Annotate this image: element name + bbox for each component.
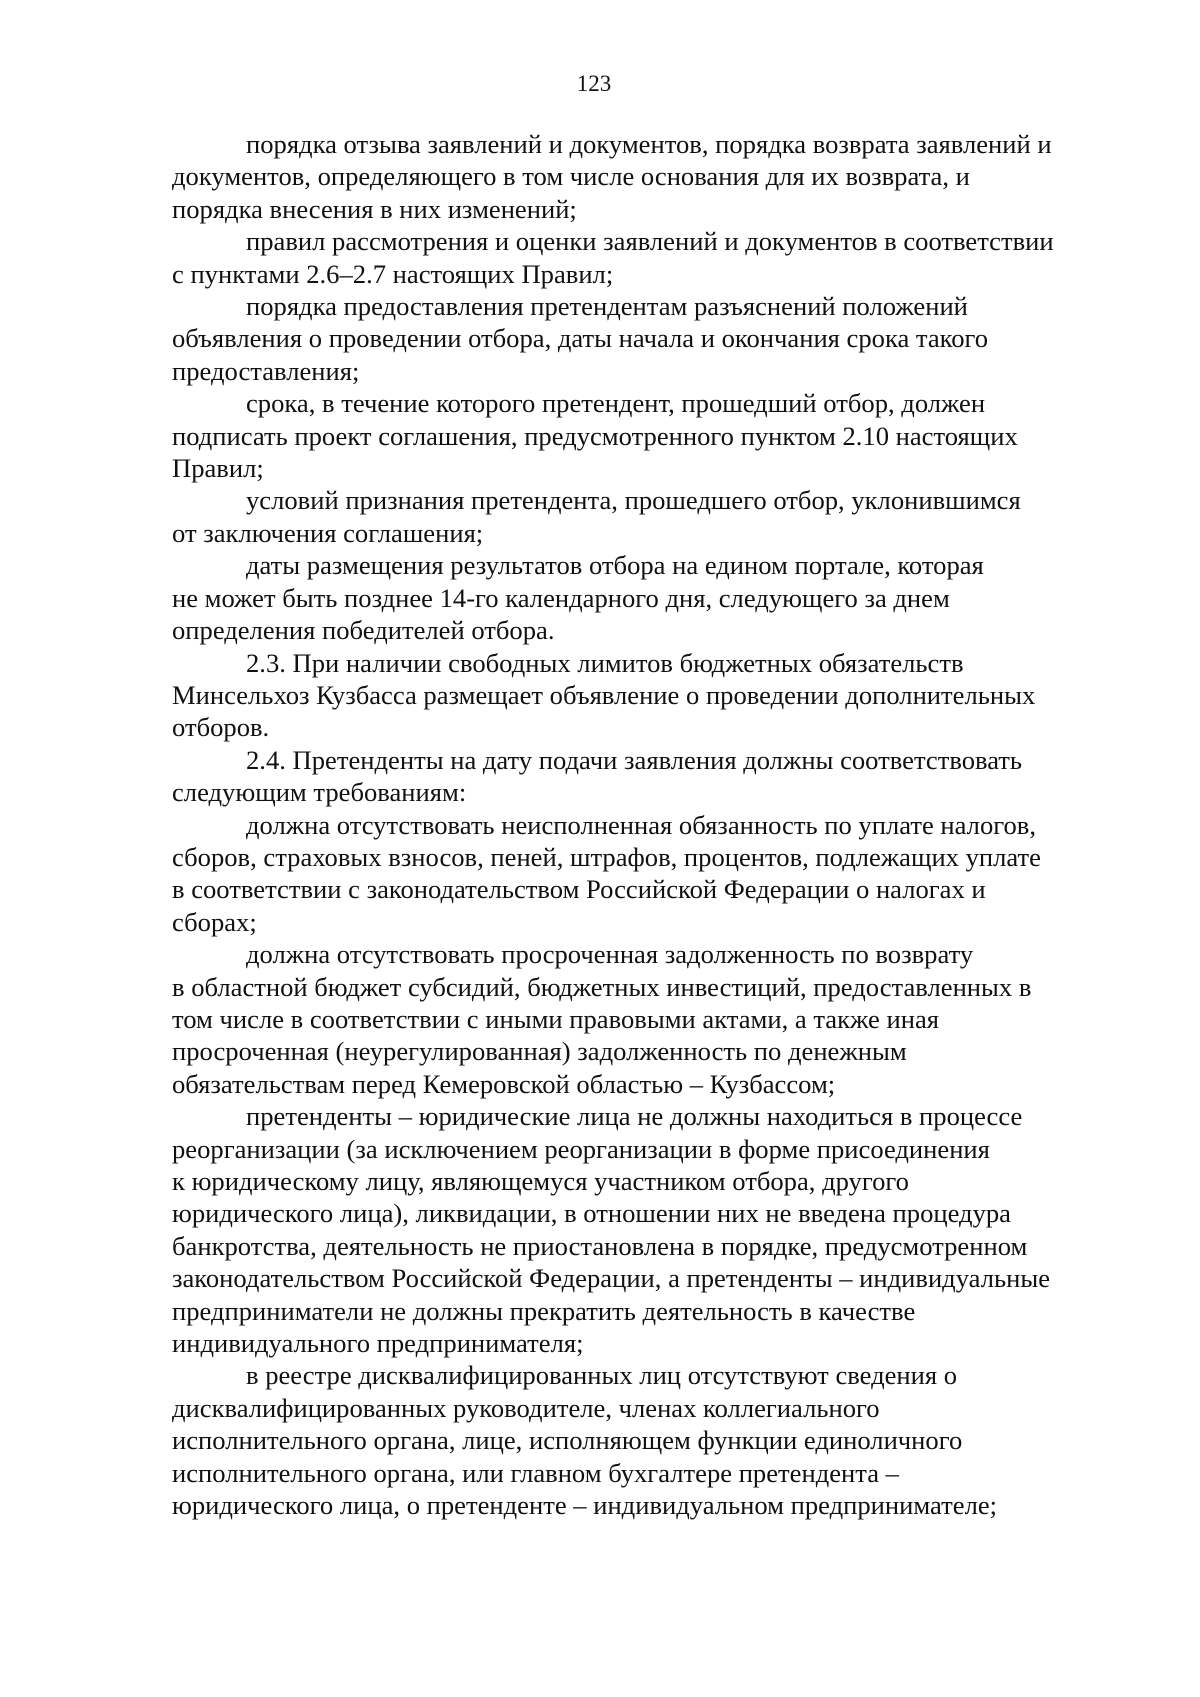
paragraph: должна отсутствовать неисполненная обязанность по уплате налогов, сборов, страховых взносов, пеней, штрафов, процентов, подлежащих уплате в соответствии с законодательством Российской Федерации о налогах и сборах;	[172, 809, 1041, 937]
document-body	[172, 128, 1118, 1521]
paragraph: правил рассмотрения и оценки заявлений и документов в соответствии с пунктами 2.6–2.7 настоящих Правил;	[172, 226, 1054, 289]
paragraph: условий признания претендента, прошедшего отбор, уклонившимся от заключения соглашения;	[172, 485, 1021, 548]
paragraph: порядка отзыва заявлений и документов, порядка возврата заявлений и документов, определяющего в том числе основания для их возврата, и порядка внесения в них изменений;	[172, 129, 1052, 224]
paragraph: в реестре дисквалифицированных лиц отсутствуют сведения о дисквалифицированных руководителе, членах коллегиального исполнительного органа, лице, исполняющем функции единоличного исполнительного органа, или главном бухгалтере претендента – юридического лица, о претенденте – индивидуальном предпринимателе;	[172, 1360, 998, 1521]
paragraph: 2.3. При наличии свободных лимитов бюджетных обязательств Минсельхоз Кузбасса размещает объявление о проведении дополнительных отборов.	[172, 647, 1036, 743]
paragraph: должна отсутствовать просроченная задолженность по возврату в областной бюджет субсидий, бюджетных инвестиций, предоставленных в том числе в соответствии с иными правовыми актами, а также иная просроченная (неурегулированная) задолженность по денежным обязательствам перед Кемеровской областью – Кузбассом;	[172, 939, 1032, 1099]
paragraph: 2.4. Претенденты на дату подачи заявления должны соответствовать следующим требованиям:	[172, 744, 1023, 808]
paragraph: даты размещения результатов отбора на едином портале, которая не может быть позднее 14-го календарного дня, следующего за днем определения победителей отбора.	[172, 550, 984, 646]
paragraph: претенденты – юридические лица не должны находиться в процессе реорганизации (за исключением реорганизации в форме присоединения к юридическому лицу, являющемуся участником отбора, другого юридического лица), ликвидации, в отношении них не введена процедура банкротства, деятельность не приостановлена в порядке, предусмотренном законодательством Российской Федерации, а претенденты – индивидуальные предприниматели не должны прекратить деятельность в качестве индивидуального предпринимателя;	[172, 1101, 1050, 1359]
paragraph: порядка предоставления претендентам разъяснений положений объявления о проведении отбора, даты начала и окончания срока такого предоставления;	[172, 291, 989, 386]
paragraph: срока, в течение которого претендент, прошедший отбор, должен подписать проект соглашения, предусмотренного пунктом 2.10 настоящих Правил;	[172, 388, 1018, 484]
page-number: 123	[576, 71, 612, 96]
